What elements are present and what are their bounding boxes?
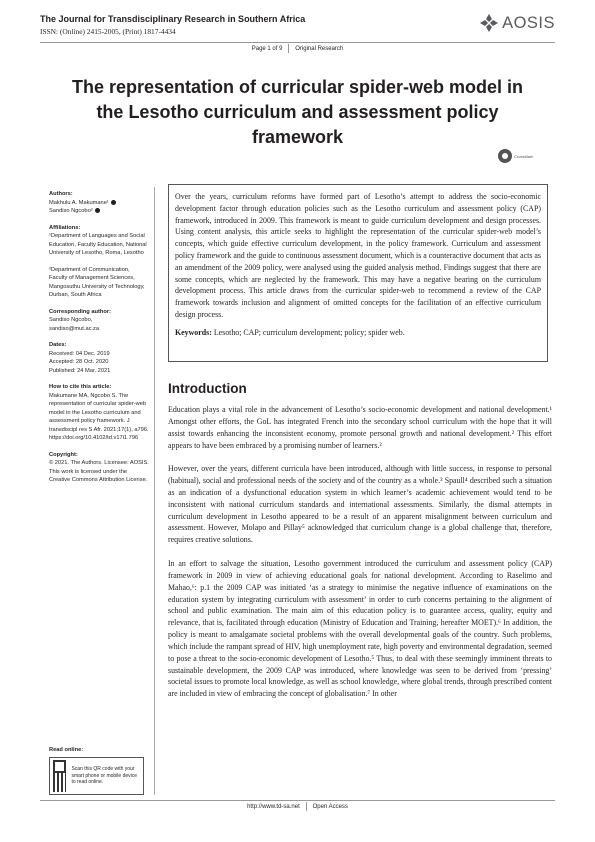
authors-block — [49, 190, 149, 216]
crossmark-icon — [498, 149, 512, 163]
copyright-block — [49, 451, 149, 485]
separator — [306, 802, 307, 811]
author-item — [49, 207, 149, 216]
abstract-box — [168, 184, 548, 362]
copyright-heading: Copyright: — [49, 451, 78, 458]
paragraph: Education plays a vital role in the advancement of Lesotho’s socio-economic development and national development.¹ Amongst other efforts, the GoL has integrated French into the secondary school curriculum with the hope that it will assist towards enhancing the inconsistent economy, promote personal growth and national development.² This effort appears to have been embraced by a promising number of learners.² — [168, 405, 552, 450]
footer — [0, 802, 595, 811]
affiliation-item: ¹Department of Languages and Social Education, Faculty Education, National University of Lesotho, Roma, Lesotho — [49, 233, 147, 256]
qr-instructions: Scan this QR code with your smart phone or mobile device to read online. — [71, 766, 138, 786]
keywords — [175, 327, 541, 339]
article-title: The representation of curricular spider-web model in the Lesotho curriculum and assessment policy framework — [71, 77, 524, 147]
footer-access: Open Access — [312, 804, 348, 811]
footer-rule — [40, 800, 555, 801]
journal-title: The Journal for Transdisciplinary Research in Southern Africa — [40, 14, 306, 24]
orcid-icon[interactable] — [95, 208, 100, 213]
authors-heading: Authors: — [49, 191, 73, 197]
read-online-box — [49, 757, 144, 795]
affiliations-heading: Affiliations: — [49, 224, 81, 231]
affiliations-block — [49, 224, 149, 300]
author-name: Sandiso Ngcobo² — [49, 208, 93, 214]
orcid-icon[interactable] — [111, 200, 116, 205]
section-heading: Introduction — [168, 381, 247, 396]
author-item — [49, 199, 149, 208]
separator — [288, 44, 289, 53]
affiliation-item: ²Department of Communication, Faculty of Management Sciences, Mangosuthu University of Technology, Durban, South Africa — [49, 266, 145, 298]
dates-heading: Dates: — [49, 342, 67, 348]
paragraph: However, over the years, different curricula have been introduced, although with little success, in response to personal (habitual), social and professional needs of the society and of the country as a whole.³ Spaull⁴ described such a situation as an indication of a dysfunctional education system in which learner’s academic achievement would tend to be inconsistent with national curriculum standards and international assessments. Similarly, the dismal attempts in curriculum development in Lesotho appeared to be a result of an apparent misalignment between curriculum and assessment. However, Molapo and Pillay⁵ acknowledged that curriculum change is a global challenge that, therefore, requires creative solutions. — [168, 464, 552, 545]
corresponding-block — [49, 308, 149, 334]
crossmark-label: CrossMark — [514, 153, 534, 159]
page-number: Page 1 of 9 — [251, 46, 283, 53]
keywords-label: Keywords: — [175, 327, 212, 337]
keywords-list: Lesotho; CAP; curriculum development; policy; spider web. — [213, 327, 405, 337]
copyright-text: © 2021. The Authors. Licensee: AOSIS. This work is licensed under the Creative Commons Attribution License. — [49, 460, 149, 483]
citation-text: Makumane MA, Ngcobo S. The representation of curricular spider-web model in the Lesotho curriculum and assessment policy framework. J transdiscipl res S Afr. 2021;17(1), a796. https://doi.org/10.4102/td.v17i1.796 — [49, 392, 149, 441]
corresponding-name: Sandiso Ngcobo, — [49, 317, 93, 323]
logo-text: AOSIS — [502, 13, 555, 32]
footer-url[interactable]: http://www.td-sa.net — [247, 804, 300, 811]
article-info-sidebar — [49, 190, 149, 493]
body-text — [168, 404, 552, 712]
citation-block — [49, 383, 149, 443]
qr-code-icon[interactable] — [53, 760, 66, 792]
author-name: Makhulu A. Makumane¹ — [49, 199, 109, 206]
date-accepted: Accepted: 28 Oct. 2020 — [49, 359, 109, 365]
aosis-logo[interactable] — [479, 13, 555, 33]
column-divider — [154, 187, 155, 795]
page-info — [0, 44, 595, 53]
header-rule — [40, 42, 555, 43]
crossmark-badge[interactable] — [498, 146, 548, 166]
article-type: Original Research — [295, 46, 344, 53]
date-published: Published: 24 Mar. 2021 — [49, 367, 111, 374]
abstract-text: Over the years, curriculum reforms have formed part of Lesotho’s attempt to address the socio-economic development factor through education policies such as the Lesotho curriculum and assessment policy (CAP) framework, introduced in 2009. This framework is meant to guide curriculum development and design processes. Using content analysis, this article seeks to highlight the representation of the curricular spider-web model’s concepts, which guide effective curriculum development, in the policy framework. Curriculum and assessment policy framework and the guide to continuous assessment document, which is a counteractive document that acts as an amendment of the 2009 policy, were analysed using the guided analysis method. Findings suggest that there are some concepts, which are neglected by the framework. This may have a negative bearing on the curriculum development process. This article draws from the curricular spider-web to recommend a review of the CAP framework towards inclusion and alignment of omitted concepts for the facilitation of an effective curriculum design process. — [175, 192, 541, 319]
paragraph: In an effort to salvage the situation, Lesotho government introduced the curriculum and assessment policy (CAP) framework in 2009 in view of achieving educational goals for national development. According to Raselimo and Mahao,⁶: p.1 the 2009 CAP was initiated ‘as a strategy to minimise the negative influence of examinations on the education system by integrating curriculum with assessment’ in order to curb concerns pertaining to the alignment of school and public examination. The main aim of this education policy is to guarantee access, quality, equity and relevance, that is, facilitated through education (Ministry of Education and Training, hereafter MOET).⁶ In addition, the policy is meant to amalgamate societal problems with the overall developmental goals of the country. Such problems, which include the rampant spread of HIV, high unemployment rate, high poverty and environmental degradation, seemed to pose a threat to the socio-economic development of Lesotho.⁵ Thus, to deal with these seemingly imminent threats to sustainable development, the 2009 CAP was introduced, where knowledge was seen to be derived from ‘pressing’ societal issues to promote local knowledge, as well as school knowledge, where global trends, through prescribed content are included in view of embracing the concept of globalisation.⁷ In other — [168, 558, 552, 699]
corresponding-heading: Corresponding author: — [49, 308, 111, 315]
citation-heading: How to cite this article: — [49, 384, 112, 390]
issn: ISSN: (Online) 2415-2005, (Print) 1817-4434 — [40, 27, 176, 36]
date-received: Received: 04 Dec. 2019 — [49, 350, 110, 357]
corresponding-email[interactable]: sandiso@mut.ac.za — [49, 325, 100, 332]
aosis-logo-icon — [479, 13, 499, 33]
dates-block — [49, 341, 149, 375]
read-online-heading: Read online: — [49, 747, 84, 753]
